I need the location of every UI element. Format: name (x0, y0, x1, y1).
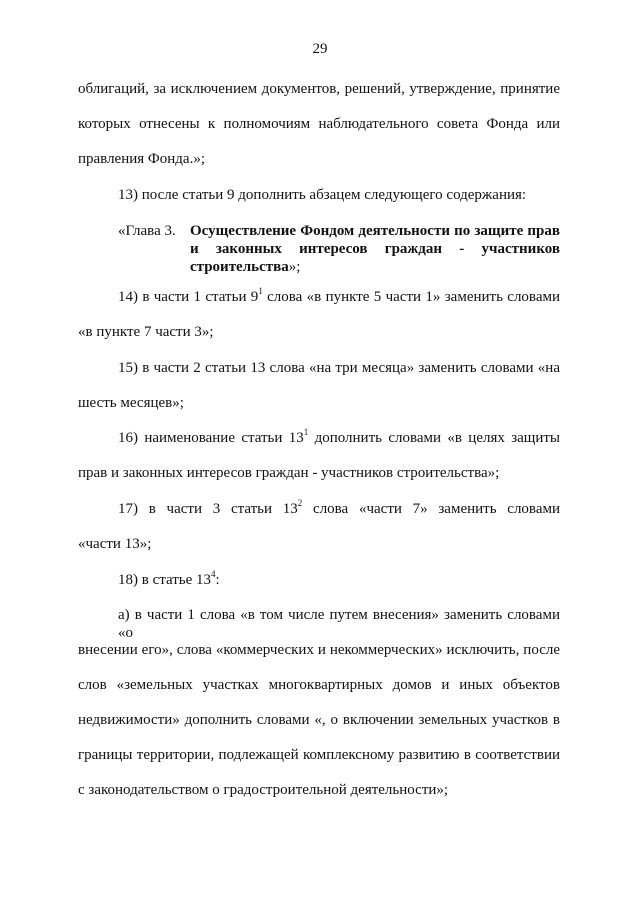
text-line: облигаций, за исключением документов, решений, утверждение, принятие (78, 81, 560, 97)
text-line: а) в части 1 слова «в том числе путем внесения» заменить словами «о (118, 607, 560, 641)
text-line: «части 13»; (78, 536, 152, 552)
text-line: 17) в части 3 статьи $13^2$ слова «части 7» заменить словами (118, 498, 560, 517)
text-line: слов «земельных участках многоквартирных домов и иных объектов (78, 677, 560, 693)
text-line: 14) в части 1 статьи $9^1$ слова «в пункте 5 части 1» заменить словами (118, 286, 560, 305)
chapter-title-tail: »; (288, 259, 301, 275)
chapter-title-line: Осуществление Фондом деятельности по защите прав (190, 223, 560, 239)
text-line: которых отнесены к полномочиям наблюдательного совета Фонда или (78, 116, 560, 132)
chapter-title-line: строительства (190, 259, 289, 275)
text-line: 18) в статье $13^4$: (118, 569, 220, 588)
text-line: границы территории, подлежащей комплексному развитию в соответствии (78, 747, 560, 763)
superscript: 1 (303, 427, 309, 437)
superscript: 2 (297, 498, 303, 508)
text-line: с законодательством о градостроительной деятельности»; (78, 782, 449, 798)
text-line: правления Фонда.»; (78, 151, 206, 167)
superscript: 1 (258, 286, 263, 296)
chapter-title-line: и законных интересов граждан - участников (190, 241, 560, 257)
chapter-label: «Глава 3. (118, 223, 176, 239)
text-line: «в пункте 7 части 3»; (78, 324, 214, 340)
text-line: шесть месяцев»; (78, 395, 184, 411)
text-line: 13) после статьи 9 дополнить абзацем следующего содержания: (118, 187, 527, 203)
text-line: 16) наименование статьи $13^1$ дополнить словами «в целях защиты (118, 427, 560, 446)
superscript: 4 (211, 569, 216, 579)
text-line: прав и законных интересов граждан - участников строительства»; (78, 465, 500, 481)
text-line: 15) в части 2 статьи 13 слова «на три месяца» заменить словами «на (118, 360, 560, 376)
text-line: внесении его», слова «коммерческих и некоммерческих» исключить, после (78, 642, 560, 658)
page-number: 29 (312, 41, 328, 57)
chapter-title (190, 222, 560, 276)
text-line: недвижимости» дополнить словами «, о включении земельных участков в (78, 712, 560, 728)
